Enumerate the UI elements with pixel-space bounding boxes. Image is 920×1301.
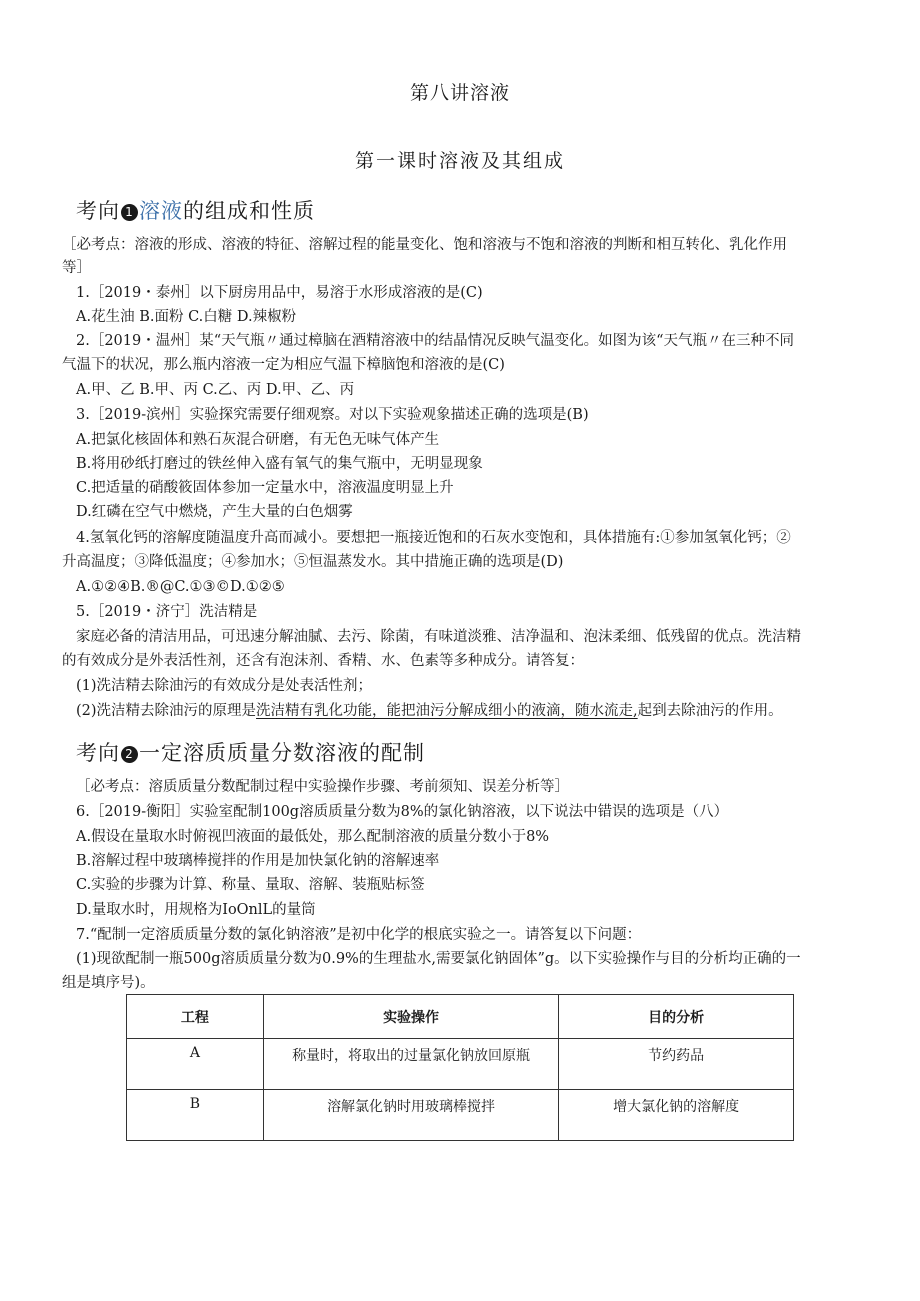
table-row [127, 1039, 794, 1090]
question-3-option-c: C.把适量的硝酸筱固体参加一定量水中，溶液温度明显上升 [76, 480, 454, 496]
section-title-rest: 一定溶质质量分数溶液的配制 [139, 741, 425, 765]
question-4-stem: 4.氢氧化钙的溶解度随温度升高而减小。要想把一瓶接近饱和的石灰水变饱和，具体措施有:①参加氢氧化钙；② [76, 530, 791, 546]
table-row [127, 1090, 794, 1141]
experiment-table [126, 994, 794, 1141]
sub-2-prefix: (2)洗洁精去除油污的原理是 [76, 703, 257, 719]
question-6-option-a: A.假设在量取水时俯视凹液面的最低处，那么配制溶液的质量分数小于8% [76, 829, 550, 845]
header-operation: 实验操作 [263, 995, 559, 1039]
section-prefix: 考向 [76, 199, 120, 223]
question-6-option-b: B.溶解过程中玻璃棒搅拌的作用是加快氯化钠的溶解速率 [76, 853, 440, 869]
lecture-title: 第八讲溶液 [409, 82, 510, 104]
question-5-body-cont: 的有效成分是外表活性剂，还含有泡沫剂、香精、水、色素等多种成分。请答复： [62, 653, 584, 669]
question-2-stem: 2.［2019・温州］某“天气瓶〃通过樟脑在酒精溶液中的结晶情况反映气温变化。如图为该“天气瓶〃在三种不同 [76, 333, 795, 349]
cell-purpose: 增大氯化钠的溶解度 [559, 1090, 794, 1141]
kaodian-line-1: ［必考点：溶液的形成、溶液的特征、溶解过程的能量变化、饱和溶液与不饱和溶液的判断和相互转化、乳化作用 [62, 237, 787, 253]
kaodian-line: ［必考点：溶质质量分数配制过程中实验操作步骤、考前须知、误差分析等］ [76, 779, 569, 795]
question-5-sub-1: (1)洗洁精去除油污的有效成分是处表活性剂； [76, 678, 373, 694]
question-3-option-b: B.将用砂纸打磨过的铁丝伸入盛有氧气的集气瓶中，无明显现象 [76, 456, 483, 472]
cell-operation: 称量时，将取出的过量氯化钠放回原瓶 [263, 1039, 559, 1090]
question-5-sub-2 [76, 702, 876, 720]
sub-2-suffix: 起到去除油污的作用。 [637, 703, 783, 719]
question-4-options: A.①②④B.®@C.①③©D.①②⑤ [76, 579, 285, 595]
kaodian-line-2: 等］ [62, 260, 91, 276]
question-3-option-a: A.把氯化核固体和熟石灰混合研磨，有无色无味气体产生 [76, 432, 440, 448]
question-2-options: A.甲、乙 B.甲、丙 C.乙、丙 D.甲、乙、丙 [76, 382, 355, 398]
cell-item: A [127, 1039, 264, 1090]
header-purpose: 目的分析 [559, 995, 794, 1039]
question-4-stem-cont: 升高温度；③降低温度；④参加水；⑤恒温蒸发水。其中措施正确的选项是(D) [62, 554, 564, 570]
question-6-option-c: C.实验的步骤为计算、称量、量取、溶解、装瓶贴标签 [76, 877, 425, 893]
sub-2-answer: 洗洁精有乳化功能，能把油污分解成细小的液滴，随水流走, [256, 703, 638, 719]
question-7-stem: 7.“配制一定溶质质量分数的氯化钠溶液”是初中化学的根底实验之一。请答复以下问题： [76, 927, 642, 943]
question-1-stem: 1.［2019・泰州］以下厨房用品中，易溶于水形成溶液的是(C) [76, 285, 483, 301]
question-7-sub-1-cont: 组是填序号)。 [62, 975, 155, 991]
question-5-body: 家庭必备的清洁用品，可迅速分解油腻、去污、除菌，有味道淡雅、洁净温和、泡沫柔细、低残留的优点。洗洁精 [76, 629, 801, 645]
header-item: 工程 [127, 995, 264, 1039]
number-badge-icon: 1 [121, 204, 138, 221]
question-3-stem: 3.［2019-滨州］实验探究需要仔细观察。对以下实验观象描述正确的选项是(B) [76, 407, 589, 423]
lesson-title: 第一课时溶液及其组成 [354, 150, 565, 172]
section-prefix: 考向 [76, 741, 120, 765]
number-badge-icon: 2 [121, 746, 138, 763]
section-title-rest: 的组成和性质 [183, 199, 315, 223]
table-header-row [127, 995, 794, 1039]
cell-operation: 溶解氯化钠时用玻璃棒搅拌 [263, 1090, 559, 1141]
section-heading-2 [76, 737, 425, 767]
question-1-options: A.花生油 B.面粉 C.白糖 D.辣椒粉 [76, 309, 297, 325]
question-6-option-d: D.量取水时，用规格为IoOnlL的量筒 [76, 902, 316, 918]
section-heading-1 [76, 195, 315, 225]
cell-purpose: 节约药品 [559, 1039, 794, 1090]
question-3-option-d: D.红磷在空气中燃烧，产生大量的白色烟雾 [76, 504, 353, 520]
section-highlight: 溶液 [139, 199, 183, 223]
question-7-sub-1: (1)现欲配制一瓶500g溶质质量分数为0.9%的生理盐水,需要氯化钠固体”g。以下实验操作与目的分析均正确的一 [76, 951, 801, 967]
cell-item: B [127, 1090, 264, 1141]
question-5-stem: 5.［2019・济宁］洗洁精是 [76, 604, 258, 620]
question-6-stem: 6.［2019-衡阳］实验室配制100g溶质质量分数为8%的氯化钠溶液，以下说法中错误的选项是（八） [76, 804, 729, 820]
question-2-stem-cont: 气温下的状况，那么瓶内溶液一定为相应气温下樟脑饱和溶液的是(C) [62, 357, 505, 373]
